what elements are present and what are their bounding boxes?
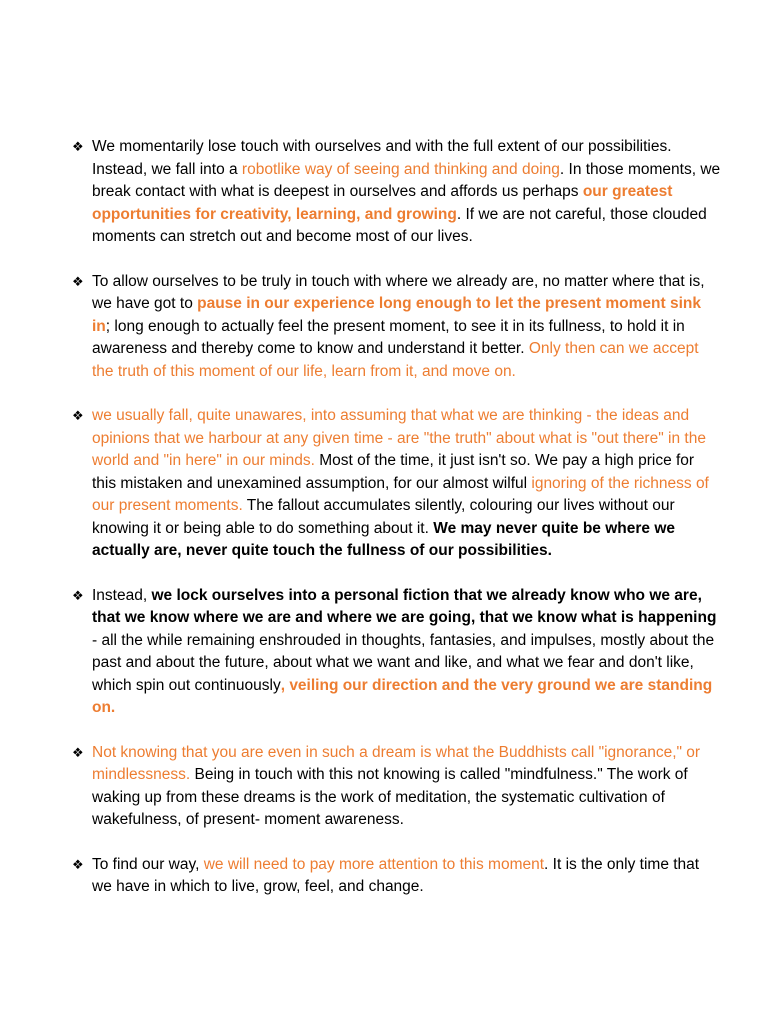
text-run: Most of the time, it just isn't so. We pay a high price for this mistaken and unexamined assumption, for our almost wilful bbox=[92, 452, 695, 492]
text-run: The fallout accumulates silently, colouring our lives without our knowing it or being able to do something about it. bbox=[92, 497, 675, 537]
paragraph-text bbox=[92, 273, 705, 380]
text-run: pause in our experience long enough to let the present moment sink in bbox=[92, 295, 701, 335]
list-item bbox=[72, 742, 722, 832]
paragraph-text bbox=[92, 744, 700, 829]
four-diamond-bullet-icon: ❖ bbox=[72, 139, 84, 154]
text-run: we usually fall, quite unawares, into assuming that what we are thinking - the ideas and opinions that we harbour at any given time - are "the truth" about what is "out there" in the world and "in here" in our minds. bbox=[92, 407, 706, 469]
list-item bbox=[72, 585, 722, 720]
text-run: , veiling our direction and the very ground we are standing on. bbox=[92, 676, 713, 716]
text-run: we lock ourselves into a personal fiction that we already know who we are, that we know where we are and where we are going, that we know what is happening bbox=[92, 586, 717, 626]
text-run: Instead, bbox=[92, 586, 152, 604]
text-run: robotlike way of seeing and thinking and doing bbox=[241, 160, 560, 178]
paragraph-text bbox=[92, 587, 716, 717]
text-run: ignoring of the richness of our present moments. bbox=[92, 474, 709, 514]
paragraph-text bbox=[92, 856, 699, 896]
list-item bbox=[72, 271, 722, 384]
four-diamond-bullet-icon: ❖ bbox=[72, 856, 84, 872]
four-diamond-bullet-icon: ❖ bbox=[72, 744, 84, 760]
text-run: . In those moments, we break contact with what is deepest in ourselves and affords us perhaps bbox=[92, 160, 721, 200]
text-run: We momentarily lose touch with ourselves and with the full extent of our possibilities. Instead, we fall into a bbox=[92, 138, 672, 178]
text-run: To find our way, bbox=[92, 855, 204, 873]
list-item bbox=[72, 405, 722, 563]
list-item bbox=[72, 136, 722, 249]
text-run: our greatest opportunities for creativity, learning, and growing bbox=[92, 183, 673, 223]
text-run: . If we are not careful, those clouded moments can stretch out and become most of our lives. bbox=[92, 205, 707, 245]
four-diamond-bullet-icon: ❖ bbox=[72, 273, 84, 289]
list-item bbox=[72, 854, 722, 899]
text-run: Not knowing that you are even in such a dream is what the Buddhists call "ignorance," or mindlessness. bbox=[92, 743, 701, 783]
text-run: - all the while remaining enshrouded in thoughts, fantasies, and impulses, mostly about the past and about the future, about what we want and like, and what we fear and don't like, which spin out continuously bbox=[92, 631, 715, 694]
text-run: . It is the only time that we have in which to live, grow, feel, and change. bbox=[92, 855, 700, 895]
text-run: Being in touch with this not knowing is called "mindfulness." The work of waking up from these dreams is the work of meditation, the systematic cultivation of wakefulness, of present- moment awareness. bbox=[92, 766, 688, 828]
four-diamond-bullet-icon: ❖ bbox=[72, 587, 84, 603]
text-run: we will need to pay more attention to this moment bbox=[203, 855, 545, 873]
text-run: To allow ourselves to be truly in touch with where we already are, no matter where that is, we have got to bbox=[92, 272, 705, 312]
four-diamond-bullet-icon: ❖ bbox=[72, 408, 84, 423]
paragraph-text bbox=[92, 407, 709, 559]
bullet-list bbox=[72, 136, 722, 921]
text-run: ; long enough to actually feel the present moment, to see it in its fullness, to hold it in awareness and thereby come to know and understand it better. bbox=[92, 317, 685, 357]
text-run: Only then can we accept the truth of this moment of our life, learn from it, and move on. bbox=[92, 340, 699, 380]
text-run: We may never quite be where we actually are, never quite touch the fullness of our possibilities. bbox=[92, 519, 676, 559]
paragraph-text bbox=[92, 138, 720, 245]
